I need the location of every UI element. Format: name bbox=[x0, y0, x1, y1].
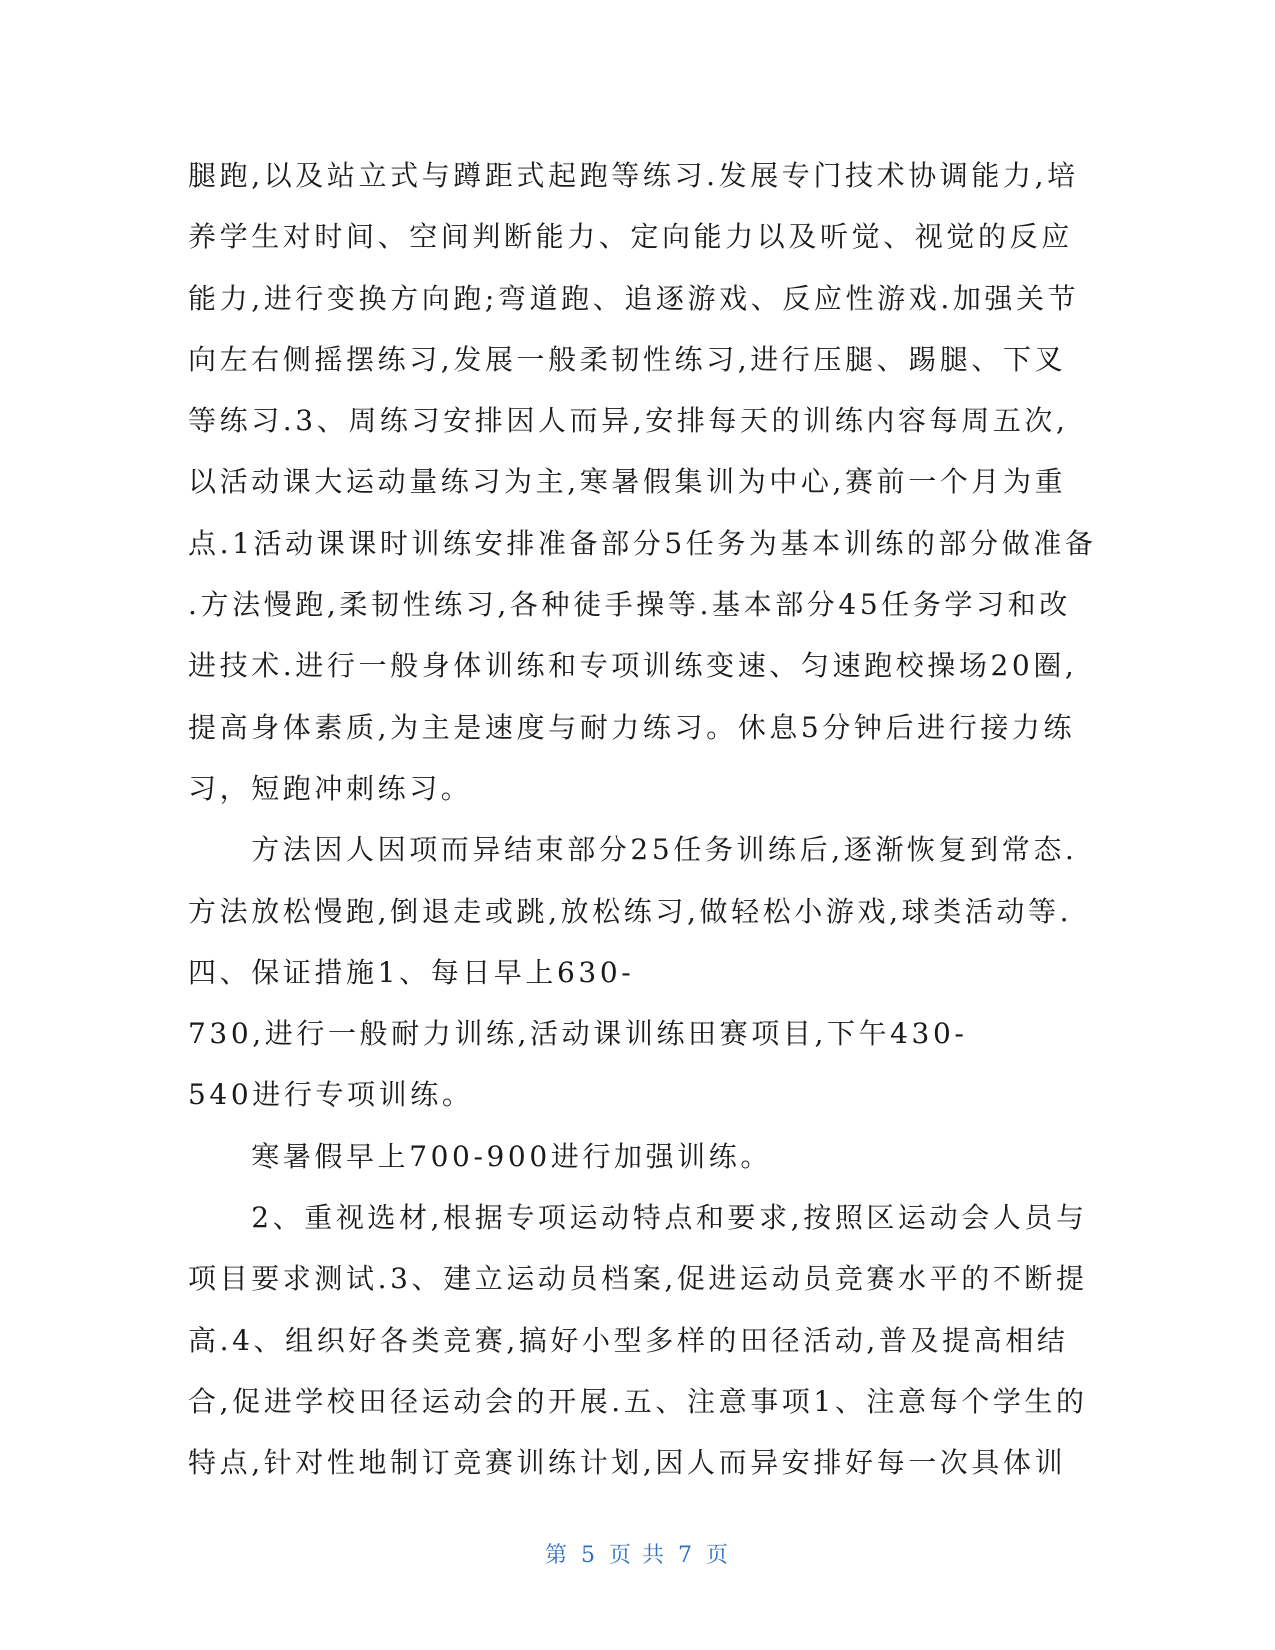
text-line: 等练习.3、周练习安排因人而异,安排每天的训练内容每周五次, bbox=[188, 404, 1069, 438]
text-line: 养学生对时间、空间判断能力、定向能力以及听觉、视觉的反应 bbox=[188, 220, 1073, 254]
text-line: 高.4、组织好各类竞赛,搞好小型多样的田径活动,普及提高相结 bbox=[188, 1323, 1069, 1357]
text-line: 腿跑,以及站立式与蹲距式起跑等练习.发展专门技术协调能力,培 bbox=[188, 159, 1079, 192]
text-line: 习，短跑冲刺练习。 bbox=[188, 771, 473, 805]
text-line: 点.1活动课课时训练安排准备部分5任务为基本训练的部分做准备 bbox=[188, 526, 1097, 560]
text-line: 特点,针对性地制订竞赛训练计划,因人而异安排好每一次具体训 bbox=[188, 1446, 1067, 1480]
text-line: 能力,进行变换方向跑;弯道跑、追逐游戏、反应性游戏.加强关节 bbox=[188, 281, 1080, 315]
text-line: 寒暑假早上700-900进行加强训练。 bbox=[188, 1139, 772, 1173]
text-line: .方法慢跑,柔韧性练习,各种徒手操等.基本部分45任务学习和改 bbox=[188, 588, 1071, 622]
text-line: 方法因人因项而异结束部分25任务训练后,逐渐恢复到常态. bbox=[188, 833, 1078, 867]
text-line: 合,促进学校田径运动会的开展.五、注意事项1、注意每个学生的 bbox=[188, 1384, 1088, 1418]
text-line: 向左右侧摇摆练习,发展一般柔韧性练习,进行压腿、踢腿、下叉 bbox=[188, 342, 1067, 376]
text-line: 540进行专项训练。 bbox=[188, 1078, 474, 1112]
text-line: 进技术.进行一般身体训练和专项训练变速、匀速跑校操场20圈, bbox=[188, 649, 1078, 683]
page-footer bbox=[0, 1538, 1275, 1569]
text-line: 提高身体素质,为主是速度与耐力练习。休息5分钟后进行接力练 bbox=[188, 710, 1076, 744]
text-line: 2、重视选材,根据专项运动特点和要求,按照区运动会人员与 bbox=[188, 1201, 1088, 1235]
current-page-number: 5 bbox=[581, 1543, 597, 1568]
text-line: 项目要求测试.3、建立运动员档案,促进运动员竞赛水平的不断提 bbox=[188, 1262, 1088, 1296]
footer-prefix: 第 bbox=[544, 1543, 569, 1568]
total-page-count: 7 bbox=[678, 1543, 694, 1568]
text-line: 四、保证措施1、每日早上630- bbox=[188, 955, 635, 989]
text-line: 730,进行一般耐力训练,活动课训练田赛项目,下午430- bbox=[188, 1017, 968, 1051]
footer-suffix: 页 bbox=[706, 1543, 731, 1568]
body-text bbox=[188, 145, 1097, 1494]
text-line: 以活动课大运动量练习为主,寒暑假集训为中心,赛前一个月为重 bbox=[188, 465, 1067, 499]
text-line: 方法放松慢跑,倒退走或跳,放松练习,做轻松小游戏,球类活动等. bbox=[188, 894, 1073, 928]
footer-middle: 页 共 bbox=[609, 1543, 666, 1568]
